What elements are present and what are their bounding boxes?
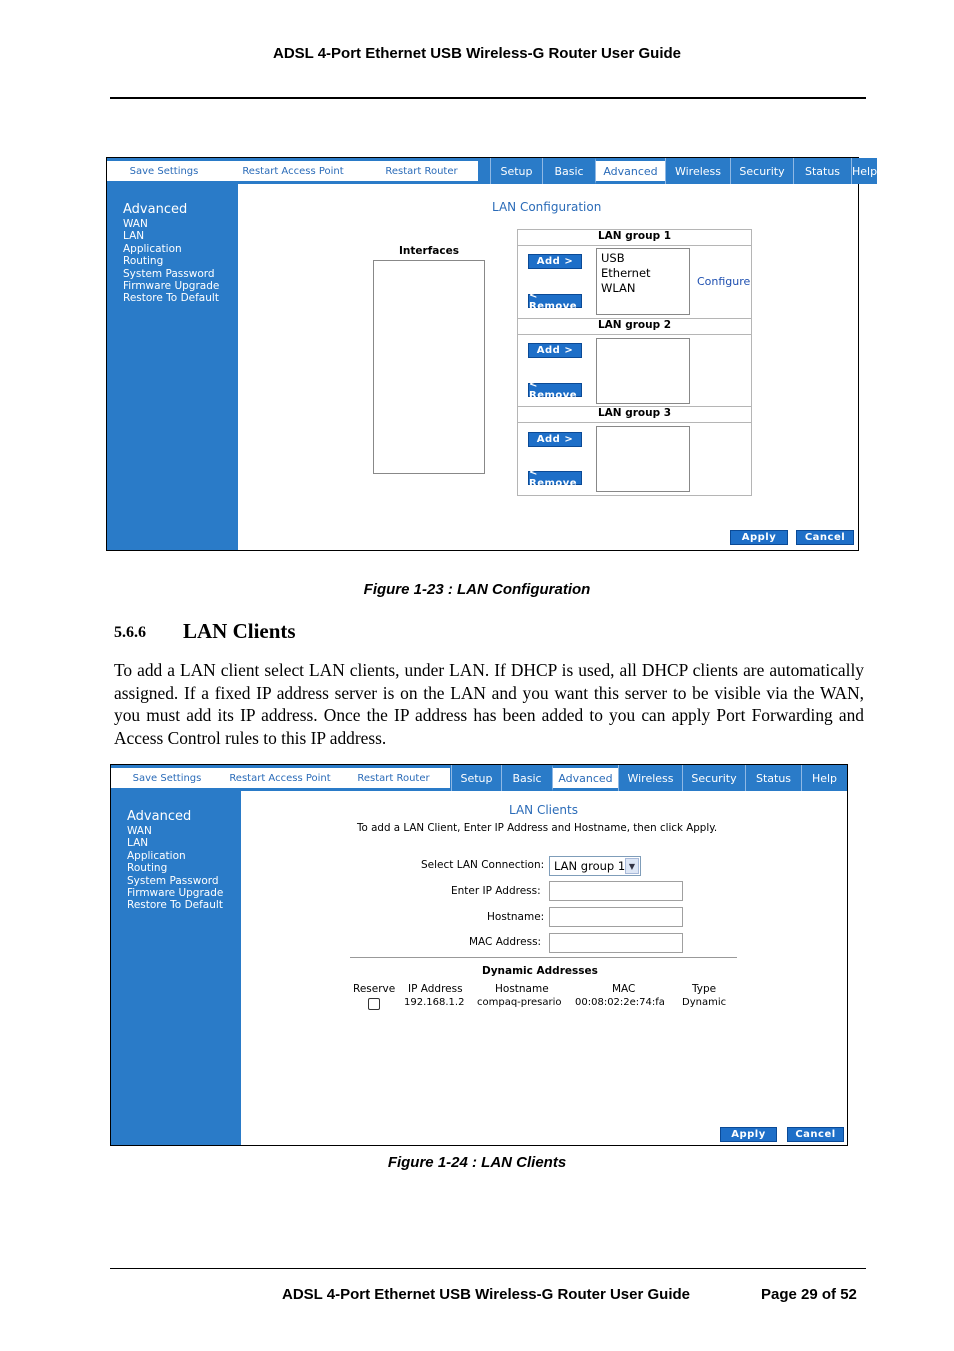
lan-group-1-member-list: [601, 251, 651, 296]
reserve-checkbox[interactable]: [368, 998, 380, 1010]
interfaces-list[interactable]: [373, 260, 485, 474]
tab-basic[interactable]: Basic: [501, 765, 552, 791]
apply-button[interactable]: Apply: [720, 1127, 777, 1142]
sidebar-title: Advanced: [123, 202, 188, 217]
page-number: Page 29 of 52: [761, 1286, 857, 1303]
top-navigation: [107, 158, 878, 184]
column-ip-address: IP Address: [408, 983, 463, 995]
row-hostname: compaq-presario: [477, 997, 562, 1008]
add-button-group-3[interactable]: Add >: [528, 432, 582, 447]
lan-clients-screenshot: [110, 764, 848, 1146]
lan-group-2-members[interactable]: [596, 338, 690, 404]
footer-rule: [110, 1268, 866, 1269]
chevron-down-icon[interactable]: ▼: [625, 858, 639, 874]
restart-router-link[interactable]: Restart Router: [365, 158, 478, 184]
row-type: Dynamic: [682, 997, 727, 1008]
sidebar-item-system-password[interactable]: System Password: [127, 874, 219, 887]
tab-wireless[interactable]: Wireless: [665, 158, 730, 184]
configure-link[interactable]: Configure: [697, 275, 751, 288]
sidebar-item-routing[interactable]: Routing: [127, 862, 168, 875]
sidebar-title: Advanced: [127, 809, 192, 824]
sidebar-item-lan[interactable]: LAN: [123, 230, 145, 243]
sidebar-item-application[interactable]: Application: [127, 849, 186, 862]
tab-setup[interactable]: Setup: [451, 765, 501, 791]
lan-connection-select[interactable]: [549, 856, 641, 876]
row-ip-address: 192.168.1.2: [404, 997, 465, 1008]
sidebar-item-wan[interactable]: WAN: [127, 825, 152, 837]
tab-status[interactable]: Status: [793, 158, 851, 184]
sidebar-item-routing[interactable]: Routing: [123, 255, 164, 268]
member-ethernet[interactable]: Ethernet: [601, 266, 651, 280]
column-reserve: Reserve: [353, 983, 396, 995]
save-settings-link[interactable]: Save Settings: [111, 765, 223, 791]
sidebar-item-firmware-upgrade[interactable]: Firmware Upgrade: [123, 280, 220, 293]
running-header: ADSL 4-Port Ethernet USB Wireless-G Router User Guide: [272, 45, 681, 62]
main-tabs: [478, 158, 877, 184]
remove-button-group-3[interactable]: < Remove: [528, 471, 582, 485]
main-tabs: [450, 765, 847, 791]
sidebar-item-application[interactable]: Application: [123, 242, 182, 255]
restart-router-link[interactable]: Restart Router: [337, 765, 450, 791]
add-button-group-1[interactable]: Add >: [528, 254, 582, 269]
select-lan-connection-label: Select LAN Connection:: [421, 859, 545, 871]
column-type: Type: [692, 983, 717, 995]
tab-advanced[interactable]: Advanced: [595, 158, 665, 184]
interfaces-label: Interfaces: [399, 245, 459, 257]
tab-basic[interactable]: Basic: [542, 158, 595, 184]
cancel-button[interactable]: Cancel: [796, 530, 854, 545]
footer-title: ADSL 4-Port Ethernet USB Wireless-G Router User Guide: [282, 1286, 691, 1303]
section-title: LAN Clients: [183, 619, 296, 643]
member-wlan[interactable]: WLAN: [601, 281, 636, 295]
column-hostname: Hostname: [495, 983, 549, 995]
lan-group-1-title: LAN group 1: [518, 230, 751, 246]
sidebar-item-wan[interactable]: WAN: [123, 218, 148, 230]
utility-bar: [111, 765, 450, 791]
remove-button-group-1[interactable]: < Remove: [528, 294, 582, 308]
top-navigation: [111, 765, 847, 791]
ip-address-label: Enter IP Address:: [451, 885, 541, 897]
lan-connection-value: LAN group 1: [554, 859, 626, 873]
save-settings-link[interactable]: Save Settings: [107, 158, 221, 184]
row-mac: 00:08:02:2e:74:fa: [575, 997, 665, 1008]
sidebar-item-lan[interactable]: LAN: [127, 837, 149, 850]
sidebar-item-firmware-upgrade[interactable]: Firmware Upgrade: [127, 887, 224, 900]
restart-access-point-link[interactable]: Restart Access Point: [223, 765, 337, 791]
figure-1-23-caption: Figure 1-23 : LAN Configuration: [363, 581, 591, 598]
cancel-button[interactable]: Cancel: [787, 1127, 844, 1142]
utility-bar: [107, 158, 478, 184]
section-number: 5.6.6: [114, 624, 146, 641]
section-body: To add a LAN client select LAN clients, under LAN. If DHCP is used, all DHCP clients are automatically assigned. If a fixed IP address server is on the LAN and you want this server to be visible via the WAN, you must add its IP address. Once the IP address has been added to you can apply Port Forwarding and Access Control rules to this IP address.: [114, 660, 864, 748]
hostname-input[interactable]: [549, 907, 683, 927]
instruction-text: To add a LAN Client, Enter IP Address and Hostname, then click Apply.: [357, 822, 718, 834]
member-usb[interactable]: USB: [601, 251, 625, 265]
section-divider: [350, 957, 737, 958]
tab-help[interactable]: Help: [851, 158, 877, 184]
lan-configuration-screenshot: [106, 157, 878, 551]
apply-button[interactable]: Apply: [730, 530, 788, 545]
sidebar: [111, 791, 241, 1145]
column-mac: MAC: [612, 983, 636, 995]
tab-advanced[interactable]: Advanced: [552, 765, 618, 791]
header-rule: [110, 97, 866, 99]
mac-address-label: MAC Address:: [469, 936, 542, 948]
tab-setup[interactable]: Setup: [490, 158, 542, 184]
remove-button-group-2[interactable]: < Remove: [528, 383, 582, 397]
tab-security[interactable]: Security: [730, 158, 793, 184]
tab-status[interactable]: Status: [745, 765, 801, 791]
lan-group-3-members[interactable]: [596, 426, 690, 492]
restart-access-point-link[interactable]: Restart Access Point: [221, 158, 365, 184]
sidebar-item-restore-default[interactable]: Restore To Default: [123, 292, 219, 305]
lan-group-3-title: LAN group 3: [518, 407, 751, 423]
add-button-group-2[interactable]: Add >: [528, 343, 582, 358]
sidebar: [107, 184, 238, 550]
sidebar-item-system-password[interactable]: System Password: [123, 267, 215, 280]
hostname-label: Hostname:: [487, 911, 545, 923]
dynamic-addresses-title: Dynamic Addresses: [482, 965, 598, 977]
lan-group-2-title: LAN group 2: [518, 319, 751, 335]
tab-help[interactable]: Help: [801, 765, 847, 791]
sidebar-item-restore-default[interactable]: Restore To Default: [127, 899, 223, 912]
mac-address-input[interactable]: [549, 933, 683, 953]
tab-wireless[interactable]: Wireless: [618, 765, 682, 791]
ip-address-input[interactable]: [549, 881, 683, 901]
page-title: LAN Clients: [509, 803, 578, 817]
figure-1-24-caption: Figure 1-24 : LAN Clients: [387, 1154, 567, 1171]
tab-security[interactable]: Security: [682, 765, 745, 791]
page-title: LAN Configuration: [492, 200, 602, 214]
